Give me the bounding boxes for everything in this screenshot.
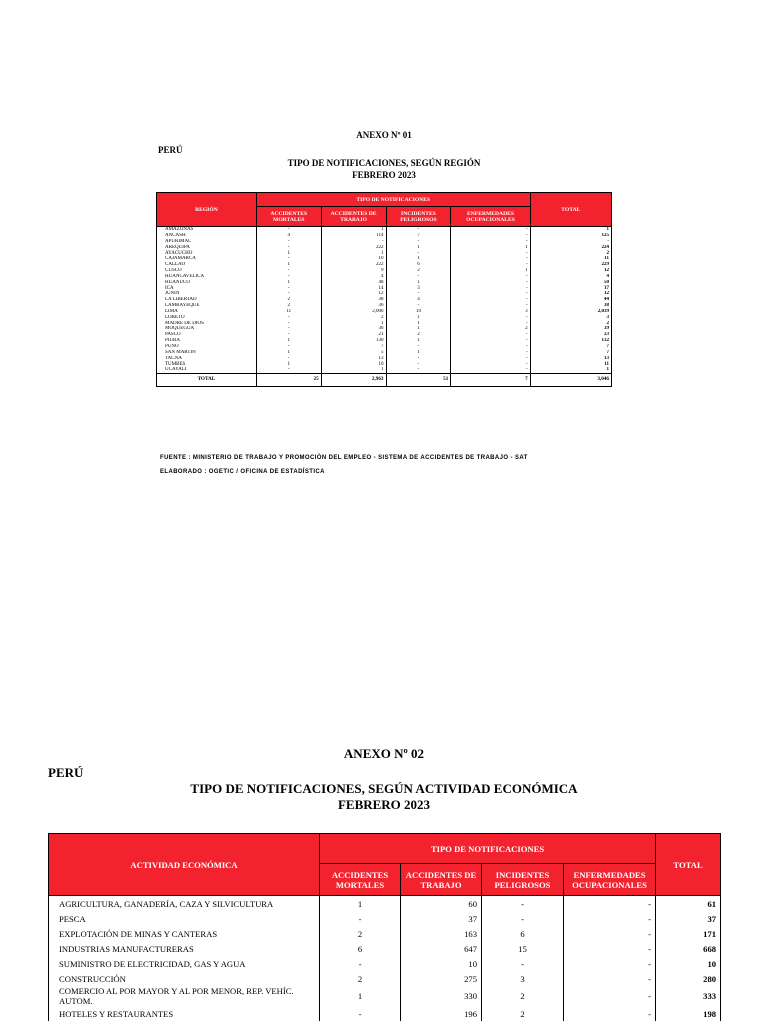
work-accidents-cell: -: [321, 239, 386, 245]
dangerous-incidents-cell: 19: [386, 309, 451, 315]
dangerous-incidents-cell: 15: [482, 941, 564, 956]
occupational-diseases-cell: -: [564, 926, 656, 941]
annex2-table-body: [49, 896, 721, 1022]
fatal-accidents-cell: 2: [320, 926, 401, 941]
dangerous-incidents-cell: 1: [386, 280, 451, 286]
dangerous-incidents-cell: -: [386, 274, 451, 280]
dangerous-incidents-cell: -: [386, 367, 451, 373]
work-accidents-cell: 130: [321, 338, 386, 344]
header-dangerous-incidents: INCIDENTES PELIGROSOS: [482, 864, 564, 896]
region-cell: APURÍMAC: [157, 239, 257, 245]
work-accidents-cell: 275: [401, 971, 482, 986]
annex1-table-totals: [157, 374, 612, 387]
region-cell: CALLAO: [157, 262, 257, 268]
total-cell: 4: [530, 274, 611, 280]
total-cell: 11: [530, 361, 611, 367]
dangerous-incidents-cell: -: [482, 956, 564, 971]
occupational-diseases-cell: -: [451, 344, 530, 350]
total-cell: 125: [530, 233, 611, 239]
work-accidents-cell: 48: [321, 280, 386, 286]
annex1-table: [156, 192, 612, 387]
region-cell: TACNA: [157, 356, 257, 362]
occupational-diseases-cell: -: [564, 971, 656, 986]
activity-cell: HOTELES Y RESTAURANTES: [49, 1006, 320, 1021]
dangerous-incidents-cell: -: [386, 250, 451, 256]
occupational-diseases-cell: 2: [451, 326, 530, 332]
region-cell: ANCASH: [157, 233, 257, 239]
fatal-accidents-cell: -: [320, 911, 401, 926]
dangerous-incidents-cell: -: [386, 239, 451, 245]
annex2-title: [0, 781, 768, 813]
work-accidents-cell: 10: [321, 361, 386, 367]
dangerous-incidents-cell: 1: [386, 326, 451, 332]
fatal-accidents-cell: 2: [256, 303, 321, 309]
dangerous-incidents-cell: 1: [386, 256, 451, 262]
annex1-title: [0, 157, 768, 181]
dangerous-incidents-cell: 3: [386, 285, 451, 291]
region-cell: CAJAMARCA: [157, 256, 257, 262]
header-region: REGIÓN: [157, 193, 257, 227]
occupational-diseases-cell: 3: [451, 309, 530, 315]
region-cell: SAN MARTÍN: [157, 350, 257, 356]
dangerous-incidents-cell: -: [386, 344, 451, 350]
dangerous-incidents-cell: 1: [386, 338, 451, 344]
annex1-title-line1: TIPO DE NOTIFICACIONES, SEGÚN REGIÓN: [287, 158, 481, 168]
table-row: [49, 896, 721, 912]
total-cell: -: [530, 239, 611, 245]
work-accidents-cell: 222: [321, 262, 386, 268]
region-cell: HUANUCO: [157, 280, 257, 286]
occupational-diseases-cell: -: [564, 986, 656, 1006]
total-cell: 38: [530, 303, 611, 309]
table-row: [49, 956, 721, 971]
total-cell: 44: [530, 297, 611, 303]
total-cell: 13: [530, 356, 611, 362]
dangerous-incidents-cell: -: [386, 291, 451, 297]
annex2-heading: ANEXO Nº 02: [343, 746, 425, 761]
total-cell: 171: [656, 926, 721, 941]
work-accidents-cell: 1: [321, 250, 386, 256]
region-cell: PIURA: [157, 338, 257, 344]
occupational-diseases-cell: -: [451, 356, 530, 362]
occupational-diseases-cell: -: [451, 332, 530, 338]
totals-fatal: 25: [256, 374, 321, 387]
region-cell: ICA: [157, 285, 257, 291]
fatal-accidents-cell: -: [256, 268, 321, 274]
work-accidents-cell: 10: [401, 956, 482, 971]
fatal-accidents-cell: 1: [256, 250, 321, 256]
occupational-diseases-cell: -: [451, 285, 530, 291]
header-notification-types: TIPO DE NOTIFICACIONES: [256, 193, 530, 207]
total-cell: 10: [656, 956, 721, 971]
fatal-accidents-cell: 6: [320, 941, 401, 956]
region-cell: JUNIN: [157, 291, 257, 297]
work-accidents-cell: 2,006: [321, 309, 386, 315]
fatal-accidents-cell: -: [256, 315, 321, 321]
annex1-heading: ANEXO Nº 01: [356, 130, 412, 140]
total-cell: 198: [656, 1006, 721, 1021]
total-cell: 61: [656, 896, 721, 912]
work-accidents-cell: 14: [321, 285, 386, 291]
fatal-accidents-cell: -: [256, 356, 321, 362]
total-cell: 37: [656, 911, 721, 926]
region-cell: LAMBAYEQUE: [157, 303, 257, 309]
dangerous-incidents-cell: -: [386, 227, 451, 233]
fatal-accidents-cell: -: [256, 227, 321, 233]
totals-total: 3,046: [530, 374, 611, 387]
dangerous-incidents-cell: 6: [482, 926, 564, 941]
annex1-prepared-by-note: ELABORADO : OGETIC / OFICINA DE ESTADÍSTICA: [160, 469, 325, 475]
occupational-diseases-cell: -: [451, 338, 530, 344]
totals-label: TOTAL: [157, 374, 257, 387]
occupational-diseases-cell: -: [564, 911, 656, 926]
occupational-diseases-cell: -: [451, 361, 530, 367]
fatal-accidents-cell: -: [256, 367, 321, 373]
fatal-accidents-cell: -: [256, 344, 321, 350]
table-row: [49, 971, 721, 986]
work-accidents-cell: 647: [401, 941, 482, 956]
occupational-diseases-cell: -: [451, 297, 530, 303]
work-accidents-cell: 114: [321, 233, 386, 239]
work-accidents-cell: 36: [321, 303, 386, 309]
region-cell: AYACUCHO: [157, 250, 257, 256]
work-accidents-cell: 36: [321, 326, 386, 332]
total-cell: 7: [530, 344, 611, 350]
total-cell: 2,039: [530, 309, 611, 315]
fatal-accidents-cell: 1: [320, 986, 401, 1006]
dangerous-incidents-cell: 2: [482, 986, 564, 1006]
occupational-diseases-cell: -: [451, 262, 530, 268]
occupational-diseases-cell: -: [451, 315, 530, 321]
fatal-accidents-cell: -: [256, 321, 321, 327]
occupational-diseases-cell: -: [451, 256, 530, 262]
dangerous-incidents-cell: 2: [386, 268, 451, 274]
total-cell: 1: [530, 367, 611, 373]
work-accidents-cell: 196: [401, 1006, 482, 1021]
dangerous-incidents-cell: -: [386, 361, 451, 367]
header-total: TOTAL: [530, 193, 611, 227]
fatal-accidents-cell: 1: [256, 262, 321, 268]
total-cell: 7: [530, 350, 611, 356]
header-work-accidents: ACCIDENTES DE TRABAJO: [321, 207, 386, 227]
fatal-accidents-cell: 1: [256, 361, 321, 367]
total-cell: 12: [530, 268, 611, 274]
totals-occupational: 7: [451, 374, 530, 387]
dangerous-incidents-cell: 3: [482, 971, 564, 986]
total-cell: 132: [530, 338, 611, 344]
region-cell: AREQUIPA: [157, 245, 257, 251]
header-occupational-diseases: ENFERMEDADES OCUPACIONALES: [451, 207, 530, 227]
occupational-diseases-cell: -: [451, 250, 530, 256]
fatal-accidents-cell: -: [256, 239, 321, 245]
dangerous-incidents-cell: 1: [386, 321, 451, 327]
region-cell: MADRE DE DIOS: [157, 321, 257, 327]
header-total: TOTAL: [656, 834, 721, 896]
annex2-title-line2: FEBRERO 2023: [337, 797, 431, 812]
fatal-accidents-cell: 1: [320, 896, 401, 912]
dangerous-incidents-cell: 2: [386, 332, 451, 338]
annex2-table: [48, 833, 721, 1021]
activity-cell: SUMINISTRO DE ELECTRICIDAD, GAS Y AGUA: [49, 956, 320, 971]
work-accidents-cell: 38: [321, 297, 386, 303]
total-cell: 23: [530, 332, 611, 338]
annex2-title-line1: TIPO DE NOTIFICACIONES, SEGÚN ACTIVIDAD ECONÓMICA: [190, 781, 578, 796]
total-cell: 12: [530, 291, 611, 297]
fatal-accidents-cell: 11: [256, 309, 321, 315]
table-row: [49, 911, 721, 926]
fatal-accidents-cell: 4: [256, 233, 321, 239]
totals-work: 2,963: [321, 374, 386, 387]
fatal-accidents-cell: -: [256, 326, 321, 332]
occupational-diseases-cell: -: [451, 321, 530, 327]
table-row: [49, 926, 721, 941]
dangerous-incidents-cell: 7: [386, 233, 451, 239]
table-row: [49, 941, 721, 956]
occupational-diseases-cell: -: [451, 233, 530, 239]
occupational-diseases-cell: -: [451, 239, 530, 245]
table-row: [49, 986, 721, 1006]
header-notification-types: TIPO DE NOTIFICACIONES: [320, 834, 656, 864]
activity-cell: PESCA: [49, 911, 320, 926]
dangerous-incidents-cell: 2: [482, 1006, 564, 1021]
header-work-accidents: ACCIDENTES DE TRABAJO: [401, 864, 482, 896]
dangerous-incidents-cell: 1: [386, 245, 451, 251]
occupational-diseases-cell: -: [451, 274, 530, 280]
annex2-country: PERÚ: [48, 765, 84, 780]
fatal-accidents-cell: -: [320, 956, 401, 971]
occupational-diseases-cell: -: [564, 896, 656, 912]
fatal-accidents-cell: -: [256, 291, 321, 297]
fatal-accidents-cell: -: [256, 256, 321, 262]
total-cell: 333: [656, 986, 721, 1006]
work-accidents-cell: 13: [321, 356, 386, 362]
dangerous-incidents-cell: 6: [386, 262, 451, 268]
activity-cell: AGRICULTURA, GANADERÍA, CAZA Y SILVICULTURA: [49, 896, 320, 912]
work-accidents-cell: 60: [401, 896, 482, 912]
total-cell: 17: [530, 285, 611, 291]
occupational-diseases-cell: -: [451, 367, 530, 373]
activity-cell: CONSTRUCCIÓN: [49, 971, 320, 986]
fatal-accidents-cell: 1: [256, 338, 321, 344]
work-accidents-cell: 1: [321, 367, 386, 373]
region-cell: PASCO: [157, 332, 257, 338]
region-cell: UCAYALI: [157, 367, 257, 373]
annex1-country: PERÚ: [158, 145, 183, 155]
region-cell: HUANCAVELICA: [157, 274, 257, 280]
occupational-diseases-cell: -: [564, 941, 656, 956]
dangerous-incidents-cell: -: [386, 356, 451, 362]
dangerous-incidents-cell: 1: [386, 315, 451, 321]
work-accidents-cell: 2: [321, 315, 386, 321]
occupational-diseases-cell: -: [451, 350, 530, 356]
activity-cell: INDUSTRIAS MANUFACTURERAS: [49, 941, 320, 956]
work-accidents-cell: 5: [321, 350, 386, 356]
activity-cell: COMERCIO AL POR MAYOR Y AL POR MENOR, REP. VEHÍC. AUTOM.: [49, 986, 320, 1006]
fatal-accidents-cell: 2: [256, 297, 321, 303]
work-accidents-cell: 7: [321, 344, 386, 350]
totals-dangerous: 51: [386, 374, 451, 387]
activity-cell: EXPLOTACIÓN DE MINAS Y CANTERAS: [49, 926, 320, 941]
total-cell: 11: [530, 256, 611, 262]
work-accidents-cell: 163: [401, 926, 482, 941]
region-cell: LIMA: [157, 309, 257, 315]
total-cell: 39: [530, 326, 611, 332]
fatal-accidents-cell: 1: [256, 280, 321, 286]
total-cell: 50: [530, 280, 611, 286]
fatal-accidents-cell: -: [256, 285, 321, 291]
dangerous-incidents-cell: 4: [386, 297, 451, 303]
work-accidents-cell: 1: [321, 227, 386, 233]
work-accidents-cell: 1: [321, 321, 386, 327]
header-activity: ACTIVIDAD ECONÓMICA: [49, 834, 320, 896]
occupational-diseases-cell: 1: [451, 245, 530, 251]
header-fatal-accidents: ACCIDENTES MORTALES: [256, 207, 321, 227]
total-cell: 2: [530, 321, 611, 327]
header-occupational-diseases: ENFERMEDADES OCUPACIONALES: [564, 864, 656, 896]
occupational-diseases-cell: -: [451, 291, 530, 297]
work-accidents-cell: 10: [321, 256, 386, 262]
region-cell: AMAZONAS: [157, 227, 257, 233]
header-dangerous-incidents: INCIDENTES PELIGROSOS: [386, 207, 451, 227]
region-cell: PUNO: [157, 344, 257, 350]
region-cell: LORETO: [157, 315, 257, 321]
fatal-accidents-cell: -: [256, 274, 321, 280]
work-accidents-cell: 12: [321, 291, 386, 297]
fatal-accidents-cell: -: [256, 245, 321, 251]
fatal-accidents-cell: -: [320, 1006, 401, 1021]
work-accidents-cell: 222: [321, 245, 386, 251]
work-accidents-cell: 37: [401, 911, 482, 926]
work-accidents-cell: 4: [321, 274, 386, 280]
fatal-accidents-cell: -: [256, 332, 321, 338]
total-cell: 668: [656, 941, 721, 956]
fatal-accidents-cell: 2: [320, 971, 401, 986]
work-accidents-cell: 21: [321, 332, 386, 338]
total-cell: 1: [530, 227, 611, 233]
work-accidents-cell: 9: [321, 268, 386, 274]
dangerous-incidents-cell: -: [482, 911, 564, 926]
total-cell: 280: [656, 971, 721, 986]
header-fatal-accidents: ACCIDENTES MORTALES: [320, 864, 401, 896]
occupational-diseases-cell: -: [564, 956, 656, 971]
occupational-diseases-cell: -: [451, 227, 530, 233]
annex1-table-header: [157, 193, 612, 227]
total-cell: 3: [530, 315, 611, 321]
occupational-diseases-cell: -: [451, 303, 530, 309]
region-cell: CUSCO: [157, 268, 257, 274]
dangerous-incidents-cell: -: [386, 303, 451, 309]
region-cell: TUMBES: [157, 361, 257, 367]
occupational-diseases-cell: 1: [451, 268, 530, 274]
total-cell: 2: [530, 250, 611, 256]
table-row: [49, 1006, 721, 1021]
occupational-diseases-cell: -: [564, 1006, 656, 1021]
total-cell: 224: [530, 245, 611, 251]
total-cell: 229: [530, 262, 611, 268]
work-accidents-cell: 330: [401, 986, 482, 1006]
dangerous-incidents-cell: 1: [386, 350, 451, 356]
occupational-diseases-cell: -: [451, 280, 530, 286]
fatal-accidents-cell: 1: [256, 350, 321, 356]
region-cell: MOQUEGUA: [157, 326, 257, 332]
region-cell: LA LIBERTAD: [157, 297, 257, 303]
dangerous-incidents-cell: -: [482, 896, 564, 912]
annex1-title-line2: FEBRERO 2023: [352, 170, 416, 180]
annex1-source-note: FUENTE : MINISTERIO DE TRABAJO Y PROMOCIÓN DEL EMPLEO - SISTEMA DE ACCIDENTES DE TRABAJO - SAT: [160, 455, 528, 461]
annex2-table-header: [49, 834, 721, 896]
annex1-table-body: [157, 227, 612, 374]
